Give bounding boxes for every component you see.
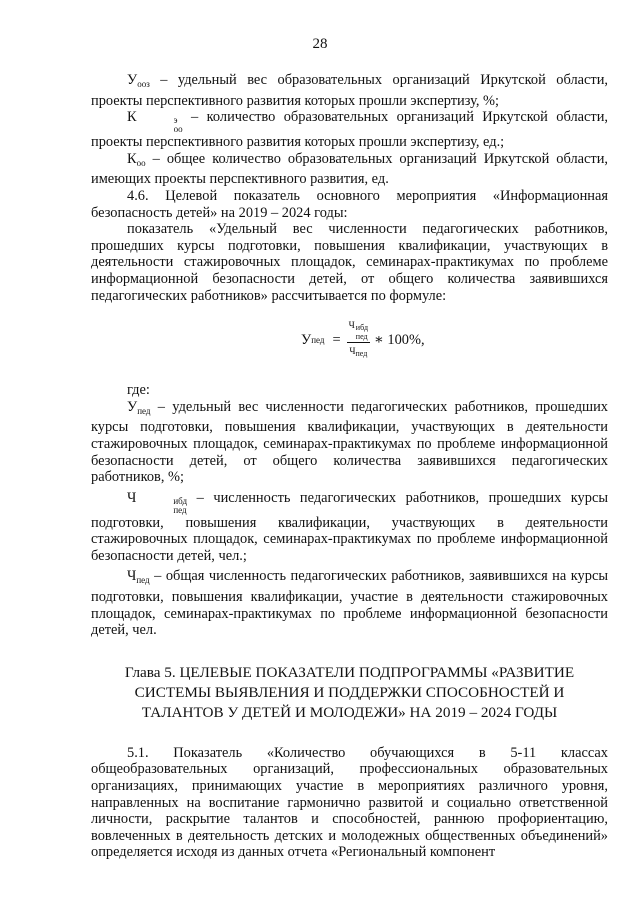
document-body: [91, 72, 608, 861]
formula-fraction: [347, 318, 370, 363]
denominator-subscript: пед: [355, 349, 368, 359]
definition-k-oo: [91, 151, 608, 188]
symbol-superscript: ибд: [173, 495, 188, 506]
definition-text: – общее количество образовательных организаций Иркутской области, имеющих проекты перспективного развития, ед.: [91, 150, 608, 188]
definition-text: – количество образовательных организаций Иркутской области, проекты перспективного развития которых прошли экспертизу, ед.;: [91, 109, 608, 151]
definition-k-oo-e: [91, 109, 608, 151]
symbol-subscript: пед: [137, 405, 151, 416]
numerator-symbol: Ч: [348, 321, 355, 332]
symbol-indices: [137, 497, 187, 515]
definition-u-ped: [91, 399, 608, 486]
symbol: Ч: [127, 489, 137, 506]
formula-lhs: У: [301, 332, 312, 349]
numerator-superscript: ибд: [355, 323, 369, 333]
symbol: У: [127, 72, 138, 88]
indicator-description: показатель «Удельный вес численности педагогических работников, прошедших курсы подготовки, повышения квалификации, участвующих в деятельности стажировочных площадок, семинарах-практикумах по проблеме информационной безопасности детей, от общего количества заявившихся педагогических работников» рассчитывается по формуле:: [91, 221, 608, 304]
symbol: Ч: [127, 568, 137, 585]
section-4-6: 4.6. Целевой показатель основного мероприятия «Информационная безопасность детей» на 2019 – 2024 годы:: [91, 187, 608, 221]
symbol-subscript: пед: [173, 504, 187, 515]
definition-ch-ped-ibd: [91, 490, 608, 565]
where-label: где:: [127, 382, 150, 399]
symbol: К: [127, 109, 137, 126]
definition-u-ooz: [91, 72, 608, 109]
symbol-indices: [138, 116, 183, 134]
symbol-subscript: оо: [136, 157, 146, 168]
definition-text: – общая численность педагогических работников, заявившихся на курсы подготовки, повышения квалификации, участие в деятельности стажировочных площадок, семинарах-практикумах по проблеме информационной безопасности детей, чел.: [91, 568, 608, 639]
formula-tail: ∗ 100%,: [374, 332, 425, 349]
symbol: У: [127, 398, 138, 415]
definition-ch-ped: [91, 568, 608, 638]
symbol-subscript: пед: [136, 575, 150, 586]
symbol-subscript: ооз: [137, 79, 150, 89]
formula-expression: [301, 318, 425, 363]
numerator-subscript: пед: [355, 332, 368, 342]
symbol-subscript: оо: [173, 124, 183, 135]
denominator-symbol: Ч: [349, 347, 356, 358]
symbol-superscript: э: [173, 115, 178, 126]
symbol: К: [127, 150, 137, 167]
formula-lhs-subscript: пед: [311, 335, 325, 346]
formula-equals: =: [332, 332, 341, 349]
fraction-denominator: [349, 343, 367, 363]
definition-text: – численность педагогических работников, прошедших курсы подготовки, повышения квалификации, участвующих в деятельности стажировочных площадок, семинарах-практикумах по проблеме информационной безопасности детей, чел.;: [91, 489, 608, 564]
definition-text: – удельный вес численности педагогических работников, прошедших курсы подготовки, повышения квалификации, участвующих в деятельности стажировочных площадок, семинарах-практикумах по проблеме информационной безопасности детей, от общего количества заявившихся педагогических работников, %;: [91, 398, 608, 486]
formula: [91, 314, 608, 370]
definition-text: – удельный вес образовательных организаций Иркутской области, проекты перспективного развития которых прошли экспертизу, %;: [91, 72, 608, 109]
chapter-title: Глава 5. ЦЕЛЕВЫЕ ПОКАЗАТЕЛИ ПОДПРОГРАММЫ «РАЗВИТИЕ СИСТЕМЫ ВЫЯВЛЕНИЯ И ПОДДЕРЖКИ СПОСОБНОСТЕЙ И ТАЛАНТОВ У ДЕТЕЙ И МОЛОДЕЖИ» НА 2019 – 2024 ГОДЫ: [124, 663, 575, 721]
numerator-indices: [356, 323, 368, 341]
fraction-numerator: [347, 318, 370, 343]
section-5-1: 5.1. Показатель «Количество обучающихся в 5-11 классах общеобразовательных организаций, профессиональных образовательных организациях, принимающих участие в мероприятиях различного уровня, направленных на воспитание гармонично развитой и социально ответственной личности, раскрытие талантов и способностей, раннюю профориентацию, вовлеченных в деятельность детских и молодежных общественных объединений» определяется исходя из данных отчета «Региональный компонент: [91, 744, 608, 861]
page-number: 28: [312, 36, 328, 52]
